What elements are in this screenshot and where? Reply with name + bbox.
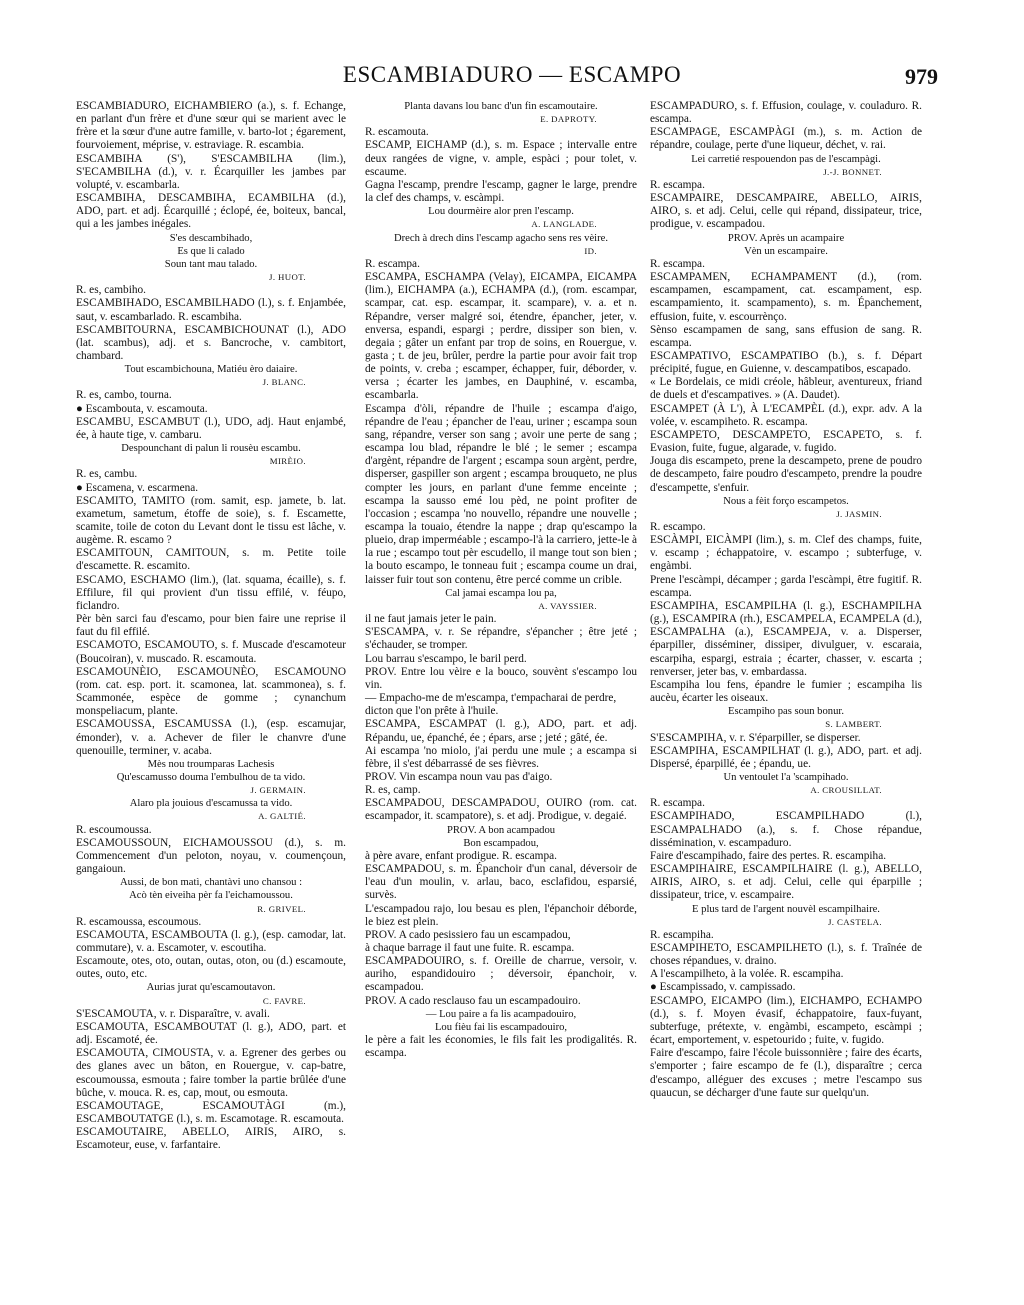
dictionary-entry: ● Escampissado, v. campissado. bbox=[650, 981, 796, 994]
citation-line: S'es descambihado, bbox=[169, 232, 253, 244]
citation-source: C. FAVRE. bbox=[262, 995, 306, 1006]
running-head bbox=[0, 62, 1024, 96]
citation-source: J. JASMIN. bbox=[836, 508, 882, 519]
dictionary-entry: Faire d'escampihado, faire des pertes. R. escampiha. bbox=[650, 849, 887, 862]
dictionary-entry: ESCAMOUSSA, ESCAMUSSA (l.), (esp. escamujar, émonder), v. a. Achever de filer le chanvre d'une quenouille, terminer, v. acaba. bbox=[76, 718, 346, 757]
dictionary-entry: R. es, cambiho. bbox=[76, 284, 146, 297]
citation-line: Qu'escamusso douma l'embulhou de ta vido. bbox=[116, 771, 306, 783]
dictionary-entry: ESCAMOUTAGE, ESCAMOUTÀGI (m.), ESCAMBOUTATGE (l.), s. m. Escamotage. R. escamouta. bbox=[76, 1099, 346, 1126]
dictionary-entry: ESCAMPIHA, ESCAMPILHA (l. g.), ESCHAMPILHA (g.), ESCAMPIRA (rh.), ESCAMPELA, ECAMPELA (d.), ESCAMPALHA (a.), ESCAMPEJA, v. a. Disperser, éparpiller, disséminer, dissiper, divulguer, v. escaraia, escarpiha, espargi, estraia ; écarter, chasser, v. escarta ; renverser, jeter bas, v. embardassa. bbox=[650, 599, 922, 678]
column-middle bbox=[365, 100, 637, 1060]
dictionary-entry: Jouga dis escampeto, prene la descampeto, prene de poudro de descampeto, faire poudro d'escampeto, prendre la poudre d'escampette, s'enfuir. bbox=[650, 455, 922, 494]
dictionary-entry: Escamoute, otes, oto, outan, outas, oton, ou (d.) escamoute, outes, outo, etc. bbox=[76, 955, 346, 981]
dictionary-entry: R. escampa. bbox=[365, 257, 420, 270]
column-left bbox=[76, 100, 346, 1153]
dictionary-entry: R. escampa. bbox=[650, 797, 705, 810]
citation-line: Escampiho pas soun bonur. bbox=[728, 706, 844, 718]
dictionary-entry: Faire d'escampo, faire l'école buissonnière ; faire des écarts, s'emporter ; faire escampo de fe (l.), disparaître ; cerca d'escampo, alléguer des excuses ; metre l'escampo sus quaucun, se décharger d'une faute sur quelqu'un. bbox=[650, 1047, 922, 1099]
citation-source: ID. bbox=[584, 245, 597, 256]
dictionary-entry: ESCAMPATIVO, ESCAMPATIBO (b.), s. f. Départ précipité, fugue, en Guienne, v. descampatibos, escapado. bbox=[650, 349, 922, 376]
dictionary-entry: « Le Bordelais, ce midi créole, hâbleur, aventureux, friand de duels et d'escampatives. » (A. Daudet). bbox=[650, 376, 922, 402]
citation-source: A. CROUSILLAT. bbox=[810, 785, 882, 796]
dictionary-entry: ESCAMPAGE, ESCAMPÀGI (m.), s. m. Action de répandre, coulage, perte d'une liqueur, déchet, v. rai. bbox=[650, 126, 922, 152]
dictionary-entry: ESCAMOTO, ESCAMOUTO, s. f. Muscade d'escamoteur (Boucoiran), v. muscado. R. escamouta. bbox=[76, 639, 346, 665]
dictionary-entry: ESCAMP, EICHAMP (d.), s. m. Espace ; intervalle entre deux rangées de vigne, v. ample, espàci ; pour tolet, v. escaume. bbox=[365, 139, 637, 178]
dictionary-entry: ESCAMBIHADO, ESCAMBILHADO (l.), s. f. Enjambée, saut, v. escambarlado. R. escambiha. bbox=[76, 297, 346, 323]
dictionary-entry: ESCAMOUTA, CIMOUSTA, v. a. Egrener des gerbes ou des glanes avec un bâton, en Rouergue, v. cap-batre, escoumoussa, esmouta ; faire tomber la partie brûlée d'une bûche, v. mouca. R. es, cap, mout, ou esmouta. bbox=[76, 1047, 346, 1099]
column-right bbox=[650, 100, 922, 1100]
dictionary-entry: ESCAMPAMEN, ECHAMPAMENT (d.), (rom. escampamen, escampament, cat. escampament, esp. escampamiento, it. scampamento), s. m. Épanchement, effusion, fuite, v. escourrènço. bbox=[650, 271, 922, 323]
dictionary-entry: ESCAMBIHA (S'), S'ESCAMBILHA (lim.), S'ECAMBILHA (d.), v. r. Écarquiller les jambes par volupté, v. escambarla. bbox=[76, 152, 346, 191]
citation-line: Un ventoulet l'a 'scampihado. bbox=[723, 771, 849, 783]
citation-source: E. DAPROTY. bbox=[540, 114, 597, 125]
dictionary-entry: L'escampadou rajo, lou besau es plen, l'épanchoir déborde, le biez est plein. bbox=[365, 902, 637, 928]
citation-source: MIRÈIO. bbox=[269, 456, 306, 467]
dictionary-entry: ESCAMO, ESCHAMO (lim.), (lat. squama, écaille), s. f. Effilure, fil qui provient d'un tissu effilé, v. féupo, ficlandro. bbox=[76, 573, 346, 612]
dictionary-entry: PROV. A cado pesissiero fau un escampadou, bbox=[365, 928, 571, 941]
dictionary-entry: — Empacho-me de m'escampa, t'empacharai de perdre, bbox=[365, 692, 617, 705]
dictionary-entry: S'ESCAMPA, v. r. Se répandre, s'épancher ; être jeté ; s'échauder, se tromper. bbox=[365, 626, 637, 652]
citation-line: Tout escambichouna, Matiéu èro daiaire. bbox=[124, 364, 298, 376]
dictionary-entry: ESCAMPA, ESCHAMPA (Velay), EICAMPA, EICAMPA (lim.), EICHAMPA (a.), ECHAMPA (d.), (rom. escampar, scampar, cat. esp. escampar, it. scampare), v. a. et n. Répandre, verser malgré soi, étendre, épancher, jeter, v. enversa, espandi, espargi ; perdre, dissiper son bien, v. degaia ; gâter un enfant par trop de soins, en Rouergue, v. gasta ; t. de jeu, brûler, perdre la partie pour avoir fait trop de points, v. creba ; escamper, échapper, fuir, déborder, v. versa ; écarter les jambes, en Dauphiné, v. escamba, escambarla. bbox=[365, 271, 637, 402]
citation-line: — Lou paire a fa lis acampadouiro, bbox=[425, 1008, 577, 1020]
citation-line: PROV. A bon acampadou bbox=[446, 824, 556, 836]
dictionary-entry: il ne faut jamais jeter le pain. bbox=[365, 613, 497, 626]
dictionary-entry: ESCAMOUTAIRE, ABELLO, AIRIS, AIRO, s. Escamoteur, euse, v. farfantaire. bbox=[76, 1126, 346, 1152]
citation-line: Acò tèn eiveiha pèr fa l'eichamoussou. bbox=[129, 890, 293, 902]
dictionary-entry: R. escampiha. bbox=[650, 928, 714, 941]
dictionary-entry: le père a fait les économies, le fils fait les prodigalités. R. escampa. bbox=[365, 1034, 637, 1060]
citation-line: Planta davans lou banc d'un fin escamoutaire. bbox=[404, 101, 598, 112]
dictionary-entry: ESCAMPET (À L'), À L'ECAMPÈL (d.), expr. adv. A la volée, v. escampiheto. R. escampa. bbox=[650, 402, 922, 428]
citation-source: J. BLANC. bbox=[262, 377, 306, 388]
dictionary-entry: ESCAMPO, EICAMPO (lim.), EICHAMPO, ECHAMPO (d.), s. f. Moyen évasif, échappatoire, faux-fuyant, subterfuge, prétexte, v. engàmbi, escampeto, escàmpi ; écart, emportement, v. espetourido ; fuite, v. fugido. bbox=[650, 994, 922, 1047]
dictionary-entry: ESCAMPADOUIRO, s. f. Oreille de charrue, versoir, v. auriho, espandidouiro ; déversoir, épanchoir, v. escampadou. bbox=[365, 955, 637, 994]
dictionary-entry: ESCAMPIHA, ESCAMPILHAT (l. g.), ADO, part. et adj. Dispersé, éparpillé, ée ; épandu, ue. bbox=[650, 744, 922, 770]
dictionary-entry: ● Escambouta, v. escamouta. bbox=[76, 402, 208, 415]
dictionary-entry: ESCAMPIHAIRE, ESCAMPILHAIRE (l. g.), ABELLO, AIRIS, AIRO, s. et adj. Celui, celle qui éparpille ; dissipateur, trice, v. escampaire. bbox=[650, 863, 922, 902]
dictionary-entry: R. escampa. bbox=[650, 257, 705, 270]
citation-line: PROV. Après un acampaire bbox=[727, 232, 845, 244]
citation-source: S. LAMBERT. bbox=[825, 719, 882, 730]
citation-line: Soun tant mau talado. bbox=[164, 258, 258, 270]
citation-line: Lou fièu fai lis escampadouiro, bbox=[434, 1021, 568, 1033]
dictionary-entry: ESCAMBU, ESCAMBUT (l.), UDO, adj. Haut enjambé, ée, à haute tige, v. cambaru. bbox=[76, 415, 346, 441]
dictionary-entry: PROV. A cado resclauso fau un escampadouiro. bbox=[365, 994, 581, 1007]
dictionary-entry: R. es, cambu. bbox=[76, 468, 138, 481]
citation-line: Drech à drech dins l'escamp agacho sens res vèire. bbox=[394, 232, 608, 244]
citation-line: Lei carretié respouendon pas de l'escampàgi. bbox=[691, 153, 881, 165]
dictionary-entry: Ai escampa 'no miolo, j'ai perdu une mule ; a escampa si fèbre, il s'est débarrassé de ses fièvres. bbox=[365, 744, 637, 770]
dictionary-entry: à père avare, enfant prodigue. R. escampa. bbox=[365, 849, 557, 862]
dictionary-entry: ESCAMPETO, DESCAMPETO, ESCAPETO, s. f. Evasion, fuite, fugue, algarade, v. fugido. bbox=[650, 428, 922, 455]
dictionary-entry: ESCAMPADOU, s. m. Épanchoir d'un canal, déversoir de l'eau d'un moulin, v. arlau, baco, esclafidou, esparsié, survès. bbox=[365, 863, 637, 902]
page-number: 979 bbox=[905, 64, 938, 89]
citation-source: J. CASTELA. bbox=[827, 916, 882, 927]
dictionary-entry: ESCAMBITOURNA, ESCAMBICHOUNAT (l.), ADO (lat. scambus), adj. et s. Bancroche, v. cambitort, chambard. bbox=[76, 323, 346, 362]
citation-source: J. HUOT. bbox=[269, 272, 306, 283]
dictionary-entry: ESCAMBIADURO, EICHAMBIERO (a.), s. f. Echange, en parlant d'un frère et d'une sœur qui se marient avec le frère et la sœur d'une autre famille, v. barto-lot ; égarement, fourvoiement, méprise, v. estraviage. R. escambia. bbox=[76, 100, 346, 152]
dictionary-entry: Prene l'escàmpi, décamper ; garda l'escàmpi, être fugitif. R. escampa. bbox=[650, 573, 922, 599]
dictionary-entry: dicton que l'on prête à l'huile. bbox=[365, 705, 499, 718]
dictionary-entry: Lou barrau s'escampo, le baril perd. bbox=[365, 652, 527, 665]
citation-source: R. GRIVEL. bbox=[257, 903, 306, 914]
dictionary-entry: ESCAMPADURO, s. f. Effusion, coulage, v. couladuro. R. escampa. bbox=[650, 100, 922, 126]
dictionary-entry: ESCAMPA, ESCAMPAT (l. g.), ADO, part. et adj. Répandu, ue, épanché, ée ; épars, arse ; jeté ; gâté, ée. bbox=[365, 718, 637, 744]
citation-source: A. LANGLADE. bbox=[531, 219, 597, 230]
dictionary-entry: ESCAMOUNÈIO, ESCAMOUNÈO, ESCAMOUNO (rom. cat. esp. port. it. scamonea, lat. scammonea), s. f. Scammonée, espèce de gomme ; cynanchum monspeliacum, plante. bbox=[76, 665, 346, 718]
dictionary-entry: R. escoumoussa. bbox=[76, 823, 152, 836]
dictionary-entry: R. escamouta. bbox=[365, 126, 429, 139]
citation-line: Nous a fèit forço escampetos. bbox=[723, 495, 849, 507]
dictionary-entry: R. escampa. bbox=[650, 178, 705, 191]
dictionary-entry: ● Escamena, v. escarmena. bbox=[76, 481, 199, 494]
dictionary-entry: S'ESCAMOUTA, v. r. Disparaître, v. avali. bbox=[76, 1007, 270, 1020]
citation-line: Aussi, de bon matì, chantàvi uno chansou : bbox=[119, 877, 303, 889]
citation-line: Lou dourmèire alor pren l'escamp. bbox=[428, 206, 574, 218]
dictionary-entry: ESCAMITO, TAMITO (rom. samit, esp. jamete, b. lat. exametum, sametum, étoffe de soie), s. f. Escamette, scamite, toile de coton du Levant dont le tissu est lâche, v. augème. R. escamo ? bbox=[76, 494, 346, 547]
dictionary-entry: ESCAMPADOU, DESCAMPADOU, OUIRO (rom. cat. escampador, it. scampatore), s. et adj. Prodigue, v. degaié. bbox=[365, 797, 637, 823]
running-title: ESCAMBIADURO — ESCAMPO bbox=[342, 62, 682, 87]
dictionary-entry: à chaque barrage il faut une fuite. R. escampa. bbox=[365, 942, 575, 954]
dictionary-entry: R. es, cambo, tourna. bbox=[76, 389, 172, 402]
citation-line: Aurias jurat qu'escamoutavon. bbox=[146, 982, 276, 994]
citation-line: Cal jamai escampa lou pa, bbox=[445, 587, 557, 599]
dictionary-entry: ESCAMPIHADO, ESCAMPILHADO (l.), ESCAMPALHADO (a.), s. f. Chose répandue, dissémination, v. escampaduro. bbox=[650, 810, 922, 849]
dictionary-entry: ESCAMOUTA, ESCAMBOUTAT (l. g.), ADO, part. et adj. Escamoté, ée. bbox=[76, 1020, 346, 1047]
citation-source: J.-J. BONNET. bbox=[823, 166, 882, 177]
citation-line: Vèn un escampaire. bbox=[744, 245, 828, 257]
dictionary-entry: ESCAMBIHA, DESCAMBIHA, ECAMBILHA (d.), ADO, part. et adj. Écarquillé ; éclopé, ée, boiteux, bancal, qui a les jambes inégales. bbox=[76, 192, 346, 231]
dictionary-entry: A l'escampilheto, à la volée. R. escampiha. bbox=[650, 968, 844, 981]
citation-line: Bon escampadou, bbox=[463, 837, 539, 849]
dictionary-entry: Pèr bèn sarci fau d'escamo, pour bien faire une reprise il faut du fil effilé. bbox=[76, 613, 346, 639]
dictionary-entry: ESCAMOUSSOUN, EICHAMOUSSOU (d.), s. m. Commencement d'un peloton, noyau, v. coumençoun, gangaioun. bbox=[76, 836, 346, 876]
citation-line: Mès nou troumparas Lachesis bbox=[147, 758, 275, 770]
citation-source: A. GALTIÉ. bbox=[258, 811, 306, 822]
dictionary-entry: S'ESCAMPIHA, v. r. S'éparpiller, se disperser. bbox=[650, 731, 861, 744]
dictionary-entry: Escampiha lou fens, épandre le fumier ; escampiha lis aucèu, écarter les oiseaux. bbox=[650, 678, 922, 705]
dictionary-entry: Escampa d'òli, répandre de l'huile ; escampa d'aigo, répandre de l'eau ; épancher de l'eau, uriner ; escampa soun sang, répandre, verser son sang ; avoir une perte de sang ; escampa lou blad, répandre le blé ; le semer ; escampa d'argènt, répandre de l'argent ; escampa soun argènt, perdre, disperser, gaspiller son argent ; escampa brouqueto, ne plus compter les jours, en parlant d'une femme enceinte ; escampa la sausso emé lou pèd, ne point profiter de l'occasion ; escampa 'no nouvello, répandre une nouvelle ; escampa la touaio, étendre la nappe ; drap qu'escampo la plueio, drap imperméable ; escampo-l'à la carriero, jette-le à la rue ; escampo tout pèr escudello, il mange tout son bien ; la bouto escampo, le tonneau fuit ; escampa coume un drai, laisser fuir tout son contenu, être percé comme un crible. bbox=[365, 402, 637, 586]
citation-line: E plus tard de l'argent nouvèl escampilhaire. bbox=[692, 903, 880, 915]
dictionary-entry: ESCÀMPI, EICÀMPI (lim.), s. m. Clef des champs, fuite, v. escamp ; échappatoire, v. escampo ; subterfuge, v. engàmbi. bbox=[650, 534, 922, 573]
dictionary-entry: Sènso escampamen de sang, sans effusion de sang. R. escampa. bbox=[650, 323, 922, 349]
citation-line: Alaro pla jouious d'escamussa ta vido. bbox=[129, 798, 293, 810]
dictionary-entry: PROV. Vin escampa noun vau pas d'aigo. bbox=[365, 770, 553, 783]
dictionary-entry: ESCAMPIHETO, ESCAMPILHETO (l.), s. f. Traînée de choses répandues, v. draino. bbox=[650, 942, 922, 968]
dictionary-entry: Gagna l'escamp, prendre l'escamp, gagner le large, prendre la clef des champs, v. escàmpi. bbox=[365, 178, 637, 205]
dictionary-entry: R. escampo. bbox=[650, 521, 706, 533]
dictionary-entry: PROV. Entre lou vèire e la bouco, souvènt s'escampo lou vin. bbox=[365, 665, 637, 691]
dictionary-entry: ESCAMITOUN, CAMITOUN, s. m. Petite toile d'escamette. R. escamito. bbox=[76, 547, 346, 573]
dictionary-entry: ESCAMOUTA, ESCAMBOUTA (l. g.), (esp. camodar, lat. commutare), v. a. Escamoter, v. escoutiha. bbox=[76, 928, 346, 954]
citation-line: Es que li calado bbox=[177, 245, 245, 257]
citation-source: A. VAYSSIER. bbox=[538, 600, 597, 611]
dictionary-entry: R. escamoussa, escoumous. bbox=[76, 915, 202, 928]
citation-line: Despounchant di palun li rousèu escambu. bbox=[121, 443, 301, 455]
dictionary-entry: ESCAMPAIRE, DESCAMPAIRE, ABELLO, AIRIS, AIRO, s. et adj. Celui, celle qui répand, dissipateur, trice, prodigue, v. escampadou. bbox=[650, 192, 922, 231]
dictionary-entry: R. es, camp. bbox=[365, 784, 421, 797]
citation-source: J. GERMAIN. bbox=[250, 785, 306, 796]
